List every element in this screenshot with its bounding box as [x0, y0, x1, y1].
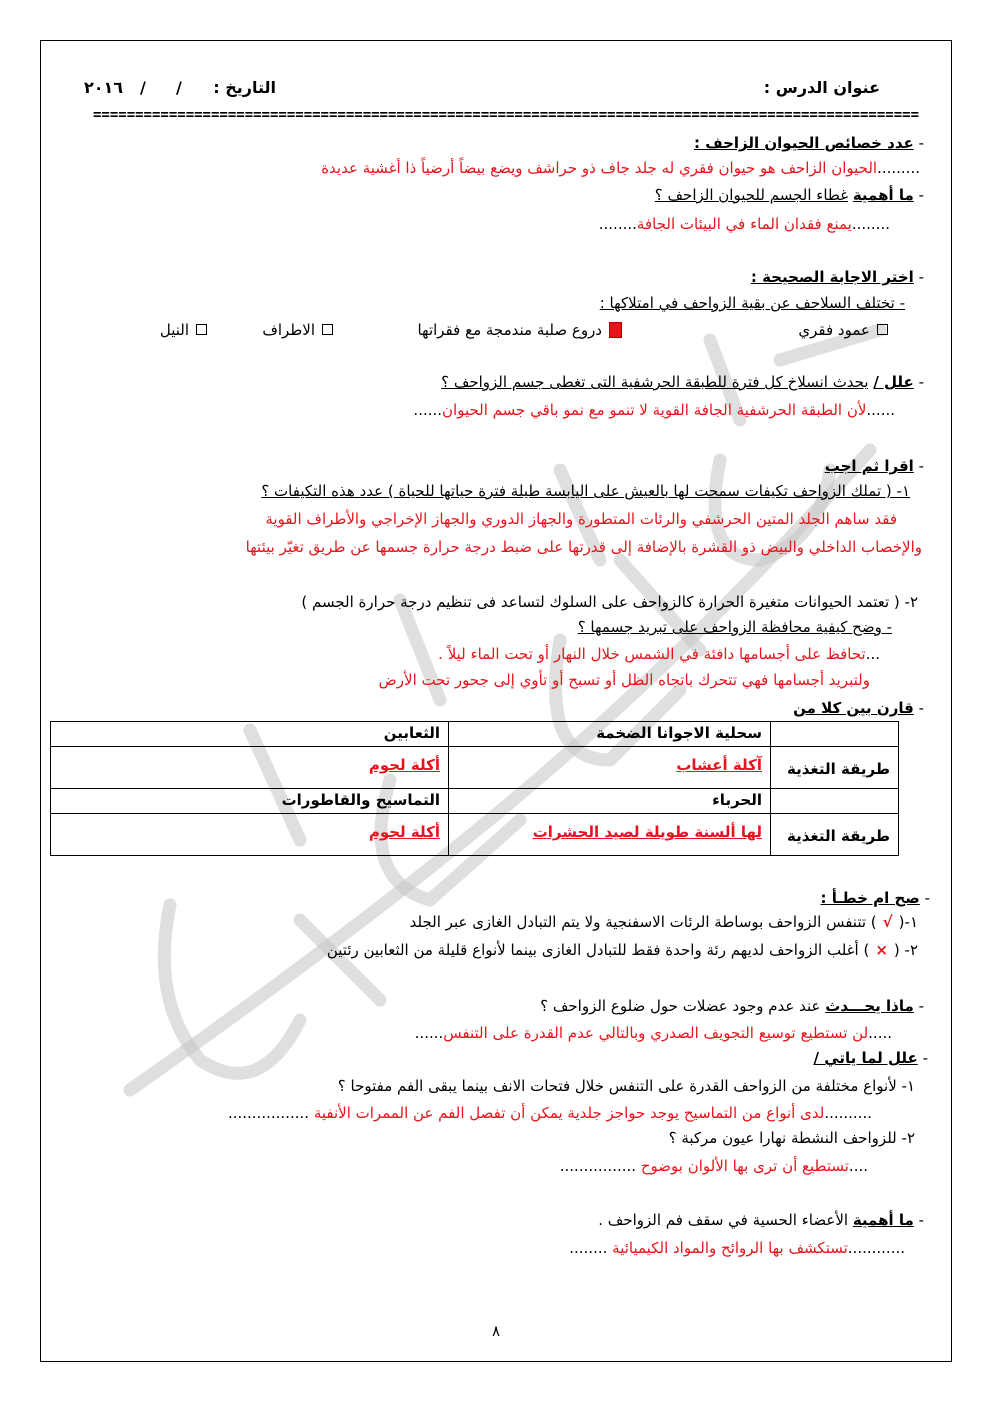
bullet: - — [918, 997, 924, 1015]
answer-dots: .......... — [824, 1104, 872, 1122]
bullet: - — [918, 268, 924, 286]
date-year: ٢٠١٦ — [84, 78, 124, 97]
option-label: الاطراف — [262, 321, 315, 339]
question-ribs — [46, 996, 924, 1016]
sub-question: ١- لأنواع مختلفة من الزواحف القدرة على التنفس خلال فتحات الانف بينما يبقى الفم مفتوحا ؟ — [337, 1077, 915, 1095]
answer-cooling — [46, 644, 880, 664]
answer-text: لدى أنواع من التماسيح يوجد حواجز جلدية يمكن أن تفصل الفم عن الممرات الأنفية — [313, 1104, 825, 1122]
checkbox-icon — [196, 324, 207, 335]
answer-text: أكلة لحوم — [368, 756, 440, 774]
column-header: الحرباء — [712, 791, 762, 809]
answer-text: لها ألسنة طويلة لصيد الحشرات — [532, 823, 762, 841]
answer-dots: ..... — [868, 1024, 892, 1042]
answer-dots: ................. — [227, 1104, 310, 1122]
bullet: - — [918, 373, 924, 391]
answer-text: يمنع فقدان الماء في البيئات الجافة — [636, 215, 852, 233]
question-title: اقرا ثم اجب — [824, 457, 914, 475]
question-molting — [46, 372, 924, 392]
answer-explain-2 — [46, 1156, 868, 1176]
answer-dots: ... — [865, 645, 880, 663]
truefalse-item — [46, 940, 918, 960]
answer-dots: ................ — [559, 1157, 637, 1175]
table-cell — [51, 814, 449, 856]
table-cell — [51, 722, 449, 747]
table-cell — [449, 722, 771, 747]
bullet: - — [918, 457, 924, 475]
question-keyword: علل / — [873, 373, 914, 391]
answer-senses — [46, 1238, 905, 1258]
answer-dots: ......... — [877, 159, 920, 177]
question-title: غطاء الجسم للحيوان الزاحف ؟ — [654, 186, 849, 204]
item-text: ) تتنفس الزواحف بوساطة الرئات الاسفنجية ولا يتم التبادل الغازى عبر الجلد — [409, 913, 877, 931]
question-title: عند عدم وجود عضلات حول ضلوع الزواحف ؟ — [540, 997, 821, 1015]
question-title: اختر الاجابة الصحيحة : — [750, 268, 914, 286]
table-row — [51, 789, 899, 814]
answer-dots: ........ — [569, 1239, 608, 1257]
question-keyword: ما أهمية — [852, 1211, 914, 1229]
date-slash: / — [140, 78, 146, 97]
column-header: سحلية الاجوانا الضخمة — [596, 724, 762, 742]
question-keyword: ما أهمية — [852, 186, 914, 204]
checkbox-icon — [322, 324, 333, 335]
sub-question: ٢- للزواحف النشطة نهارا عيون مركبة ؟ — [668, 1129, 915, 1147]
question-choice — [46, 267, 924, 287]
option-item — [262, 320, 333, 340]
sub-statement: ٢- ( تعتمد الحيوانات متغيرة الحرارة كالزواحف على السلوك لتساعد فى تنظيم درجة حرارة الجسم ) — [301, 593, 918, 611]
option-label: دروع صلبة مندمجة مع فقراتها — [417, 321, 602, 339]
answer-text: آكلة أعشاب — [676, 756, 762, 774]
answer-dots: ...... — [413, 401, 443, 419]
answer-molting — [46, 400, 895, 420]
answer-traits — [46, 158, 920, 178]
bullet: - — [922, 1049, 928, 1067]
answer-explain-1 — [46, 1103, 872, 1123]
page-number: ٨ — [491, 1322, 501, 1340]
column-header: التماسيح والقاطورات — [281, 791, 440, 809]
question-title: علل لما ياتي / — [813, 1049, 918, 1067]
answer-text: لن تستطيع توسيع التجويف الصدري وبالتالي عدم القدرة على التنفس — [443, 1024, 869, 1042]
truefalse-item — [46, 912, 918, 932]
answer-text: فقد ساهم الجلد المتين الحرشفي والرئات المتطورة والجهاز الدوري والجهاز الإخراجي والأطراف القوية — [265, 510, 897, 528]
answer-ribs — [46, 1023, 892, 1043]
option-label: النيل — [159, 321, 189, 339]
checkbox-icon — [877, 324, 888, 335]
question-title: يحدث انسلاخ كل فترة للطبقة الحرشفية التى تغطى جسم الزواحف ؟ — [441, 373, 869, 391]
question-title: عدد خصائص الحيوان الزاحف : — [694, 134, 914, 152]
cross-mark-icon: × — [875, 941, 888, 959]
question-read — [46, 456, 924, 476]
answer-dots: ...... — [414, 1024, 444, 1042]
header-divider: ================================================================================================== — [92, 107, 919, 123]
table-cell — [51, 747, 449, 789]
table-cell — [449, 789, 771, 814]
table-row — [51, 747, 899, 789]
answer-dots: .... — [848, 1157, 868, 1175]
answer-text: أكلة لحوم — [368, 823, 440, 841]
item-number: ٢- ( — [893, 941, 918, 959]
table-cell — [771, 789, 899, 814]
sub-question: ١- ( تملك الزواحف تكيفات سمحت لها بالعيش على اليابسة طيلة فترة حياتها للحياة ) عدد هذه التكيفات ؟ — [261, 482, 910, 500]
question-senses — [46, 1210, 924, 1230]
answer-text: تحافظ على أجسامها دافئة في الشمس خلال النهار أو تحت الماء ليلاً . — [438, 645, 866, 663]
bullet: - — [924, 889, 930, 907]
checkbox-icon — [609, 322, 622, 338]
table-row — [51, 814, 899, 856]
answer-text: والإخصاب الداخلي والبيض ذو القشرة بالإضافة إلى قدرتها على ضبط درجة حرارة جسمها عن طريق تغيّر بيئتها — [245, 538, 922, 556]
comparison-table — [50, 721, 899, 856]
question-compare — [46, 698, 924, 718]
bullet: - — [918, 1211, 924, 1229]
table-cell — [771, 747, 899, 789]
question-keyword: ماذا يحـــدث — [825, 997, 914, 1015]
bullet: - — [918, 186, 924, 204]
table-row — [51, 722, 899, 747]
question-title: قارن بين كلا من — [793, 699, 914, 717]
lesson-title-label: عنوان الدرس : — [763, 78, 880, 97]
question-traits — [46, 133, 924, 153]
question-covering — [46, 185, 924, 205]
answer-dots: ........ — [851, 215, 890, 233]
option-item — [417, 320, 622, 340]
table-cell — [51, 789, 449, 814]
item-text: ) أغلب الزواحف لديهم رئة واحدة فقط للتبادل الغازى بينما لأنواع قليلة من الثعابين رئتين — [326, 941, 870, 959]
table-cell — [449, 814, 771, 856]
question-title: الأعضاء الحسية في سقف فم الزواحف . — [598, 1211, 849, 1229]
answer-text: ولتبريد أجسامها فهي تتحرك باتجاه الظل أو تسبح أو تأوي إلى جحور تحت الأرض — [378, 671, 870, 689]
answer-text: الحيوان الزاحف هو حيوان فقري له جلد جاف ذو حراشف ويضع بيضاً أرضياً ذا أغشية عديدة — [321, 159, 878, 177]
answer-text: تستكشف بها الروائح والمواد الكيميائية — [612, 1239, 848, 1257]
table-cell — [771, 722, 899, 747]
question-stem: - تختلف السلاحف عن بقية الزواحف في امتلاكها : — [599, 294, 905, 312]
option-item — [160, 320, 207, 340]
question-truefalse — [46, 888, 930, 908]
row-label — [779, 722, 890, 726]
question-title: صح ام خطـأ : — [820, 889, 920, 907]
item-number: ١-( — [898, 913, 918, 931]
bullet: - — [918, 134, 924, 152]
question-explain — [46, 1048, 928, 1068]
date-slash: / — [176, 78, 182, 97]
answer-text: لأن الطبقة الحرشفية الجافة القوية لا تنمو مع نمو باقي جسم الحيوان — [442, 401, 867, 419]
bullet: - — [918, 699, 924, 717]
date-label: التاريخ : — [213, 78, 276, 97]
check-mark-icon: √ — [882, 913, 893, 931]
row-label: طريقة التغذية — [787, 760, 890, 778]
table-cell — [771, 814, 899, 856]
option-item — [798, 320, 888, 340]
table-cell — [449, 747, 771, 789]
answer-dots: ........ — [598, 215, 637, 233]
answer-text: تستطيع أن ترى بها الألوان بوضوح — [640, 1157, 849, 1175]
column-header: الثعابين — [383, 724, 440, 742]
sub-question: - وضح كيفية محافظة الزواحف على تبريد جسمها ؟ — [577, 618, 892, 636]
answer-covering — [46, 214, 890, 234]
option-label: عمود فقري — [798, 321, 870, 339]
answer-dots: ...... — [866, 401, 895, 419]
row-label: طريقة التغذية — [787, 827, 890, 845]
answer-dots: ............ — [847, 1239, 905, 1257]
row-label — [779, 789, 890, 793]
